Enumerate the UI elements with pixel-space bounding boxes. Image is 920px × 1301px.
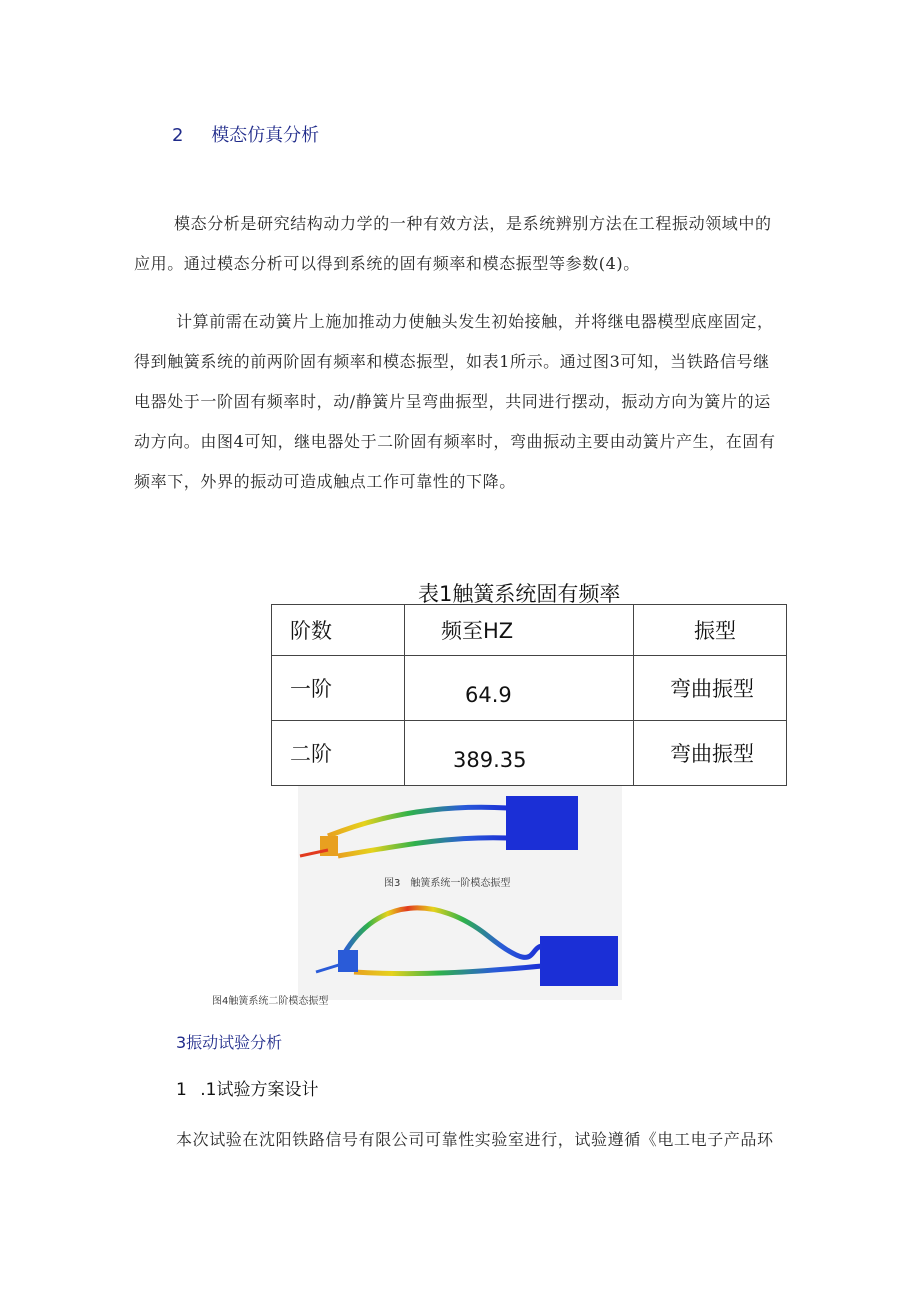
spring-upper <box>344 908 542 957</box>
spring-lower <box>338 838 508 856</box>
table-row <box>272 656 787 721</box>
section-title: 模态仿真分析 <box>211 125 320 146</box>
spring-lower <box>354 966 542 974</box>
paragraph-2 <box>134 302 816 502</box>
modal-figure-image <box>298 786 622 1000</box>
table-cell: 389.35 <box>405 721 634 786</box>
subsection-heading <box>176 1075 318 1100</box>
relay-block <box>506 796 578 850</box>
subsection-number: 1 <box>176 1080 187 1100</box>
section-number: 2 <box>172 125 184 146</box>
contact <box>320 836 338 856</box>
section-3-heading: 3振动试验分析 <box>176 1033 283 1052</box>
paragraph-line: 应用。通过模态分析可以得到系统的固有频率和模态振型等参数(4)。 <box>134 254 640 273</box>
paragraph-line: 计算前需在动簧片上施加推动力使触头发生初始接触，并将继电器模型底座固定， <box>176 312 774 331</box>
frequency-table <box>271 604 787 786</box>
table-header-cell: 阶数 <box>272 605 405 656</box>
table-header-row <box>272 605 787 656</box>
paragraph-line: 频率下，外界的振动可造成触点工作可靠性的下降。 <box>134 472 516 491</box>
section-2-heading <box>172 121 319 147</box>
table-cell: 弯曲振型 <box>634 721 787 786</box>
table-cell: 二阶 <box>272 721 405 786</box>
paragraph-line: 模态分析是研究结构动力学的一种有效方法，是系统辨别方法在工程振动领域中的 <box>174 214 772 233</box>
table-cell: 一阶 <box>272 656 405 721</box>
table-title: 表1触簧系统固有频率 <box>418 582 621 606</box>
table-header-cell: 频至HZ <box>405 605 634 656</box>
figure-4-caption: 图4触簧系统二阶模态振型 <box>212 996 329 1007</box>
relay-block <box>540 936 618 986</box>
spring-upper <box>328 807 508 836</box>
paragraph-line: 动方向。由图4可知，继电器处于二阶固有频率时，弯曲振动主要由动簧片产生，在固有 <box>134 432 776 451</box>
figure-3-caption: 图3 触簧系统一阶模态振型 <box>384 878 511 889</box>
table-header-cell: 振型 <box>634 605 787 656</box>
subsection-title: .1试验方案设计 <box>200 1080 319 1100</box>
paragraph-line: 电器处于一阶固有频率时，动/静簧片呈弯曲振型，共同进行摆动，振动方向为簧片的运 <box>134 392 771 411</box>
paragraph-line: 本次试验在沈阳铁路信号有限公司可靠性实验室进行，试验遵循《电工电子产品环 <box>176 1130 774 1149</box>
table-row <box>272 721 787 786</box>
table-cell: 弯曲振型 <box>634 656 787 721</box>
paragraph-1 <box>134 204 804 284</box>
table-cell: 64.9 <box>405 656 634 721</box>
paragraph-3 <box>176 1120 816 1160</box>
paragraph-line: 得到触簧系统的前两阶固有频率和模态振型，如表1所示。通过图3可知，当铁路信号继 <box>134 352 770 371</box>
contact <box>338 950 358 972</box>
modal-shape-illustration <box>298 786 622 1000</box>
